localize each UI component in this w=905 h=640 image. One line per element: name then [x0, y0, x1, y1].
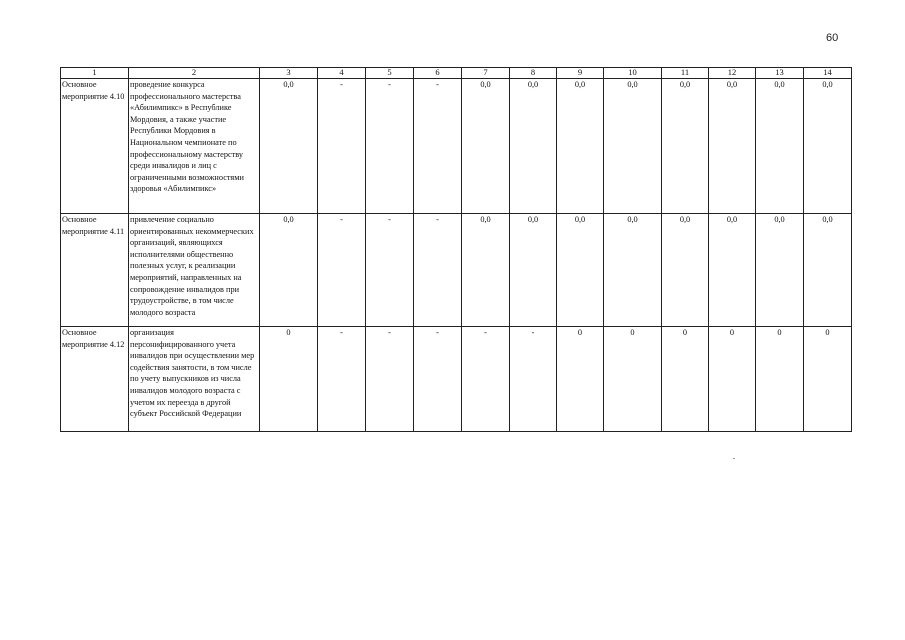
value-cell: 0,0: [662, 79, 709, 214]
value-cell: 0,0: [260, 214, 318, 327]
value-cell: -: [510, 327, 557, 432]
value-cell: 0: [604, 327, 662, 432]
value-cell: 0,0: [804, 214, 852, 327]
event-name: Основное мероприятие 4.12: [61, 327, 129, 432]
header-cell: 11: [662, 68, 709, 79]
value-cell: 0,0: [804, 79, 852, 214]
value-cell: 0,0: [510, 79, 557, 214]
header-cell: 10: [604, 68, 662, 79]
value-cell: -: [318, 79, 366, 214]
event-description: привлечение социально ориентированных некоммерческих организаций, являющихся исполнителями общественно полезных услуг, к реализации мероприятий, направленных на сопровождение инвалидов при трудоустройстве, в том числе молодого возраста: [129, 214, 260, 327]
value-cell: 0: [709, 327, 756, 432]
header-cell: 6: [414, 68, 462, 79]
header-cell: 4: [318, 68, 366, 79]
header-cell: 9: [557, 68, 604, 79]
value-cell: -: [462, 327, 510, 432]
value-cell: -: [318, 327, 366, 432]
value-cell: 0,0: [662, 214, 709, 327]
value-cell: 0,0: [462, 79, 510, 214]
value-cell: -: [366, 327, 414, 432]
value-cell: -: [366, 79, 414, 214]
header-cell: 8: [510, 68, 557, 79]
value-cell: 0,0: [709, 79, 756, 214]
value-cell: 0: [260, 327, 318, 432]
value-cell: 0: [557, 327, 604, 432]
table-row: [61, 214, 852, 327]
value-cell: -: [414, 327, 462, 432]
value-cell: 0: [804, 327, 852, 432]
scan-speck: [733, 458, 735, 459]
header-cell: 14: [804, 68, 852, 79]
value-cell: 0,0: [462, 214, 510, 327]
value-cell: 0,0: [260, 79, 318, 214]
header-cell: 12: [709, 68, 756, 79]
page-number: 60: [826, 32, 839, 44]
header-cell: 1: [61, 68, 129, 79]
value-cell: -: [366, 214, 414, 327]
header-cell: 3: [260, 68, 318, 79]
value-cell: 0: [662, 327, 709, 432]
table-row: [61, 327, 852, 432]
value-cell: 0,0: [756, 79, 804, 214]
header-cell: 2: [129, 68, 260, 79]
value-cell: 0,0: [756, 214, 804, 327]
event-name: Основное мероприятие 4.10: [61, 79, 129, 214]
value-cell: -: [318, 214, 366, 327]
event-description: организация персонифицированного учета инвалидов при осуществлении мер содействия занятости, в том числе по учету выпускников из числа инвалидов молодого возраста с учетом их переезда в другой субъект Российской Федерации: [129, 327, 260, 432]
value-cell: 0,0: [604, 214, 662, 327]
header-cell: 13: [756, 68, 804, 79]
value-cell: 0,0: [709, 214, 756, 327]
header-row: [61, 68, 852, 79]
table-row: [61, 79, 852, 214]
event-description: проведение конкурса профессионального мастерства «Абилимпикс» в Республике Мордовия, а также участие Республики Мордовия в Национальном чемпионате по профессиональному мастерству среди инвалидов и лиц с ограниченными возможностями здоровья «Абилимпикс»: [129, 79, 260, 214]
header-cell: 5: [366, 68, 414, 79]
program-events-table: [60, 67, 852, 432]
value-cell: -: [414, 214, 462, 327]
value-cell: 0,0: [557, 79, 604, 214]
value-cell: 0,0: [604, 79, 662, 214]
value-cell: -: [414, 79, 462, 214]
value-cell: 0,0: [557, 214, 604, 327]
header-cell: 7: [462, 68, 510, 79]
value-cell: 0,0: [510, 214, 557, 327]
value-cell: 0: [756, 327, 804, 432]
event-name: Основное мероприятие 4.11: [61, 214, 129, 327]
